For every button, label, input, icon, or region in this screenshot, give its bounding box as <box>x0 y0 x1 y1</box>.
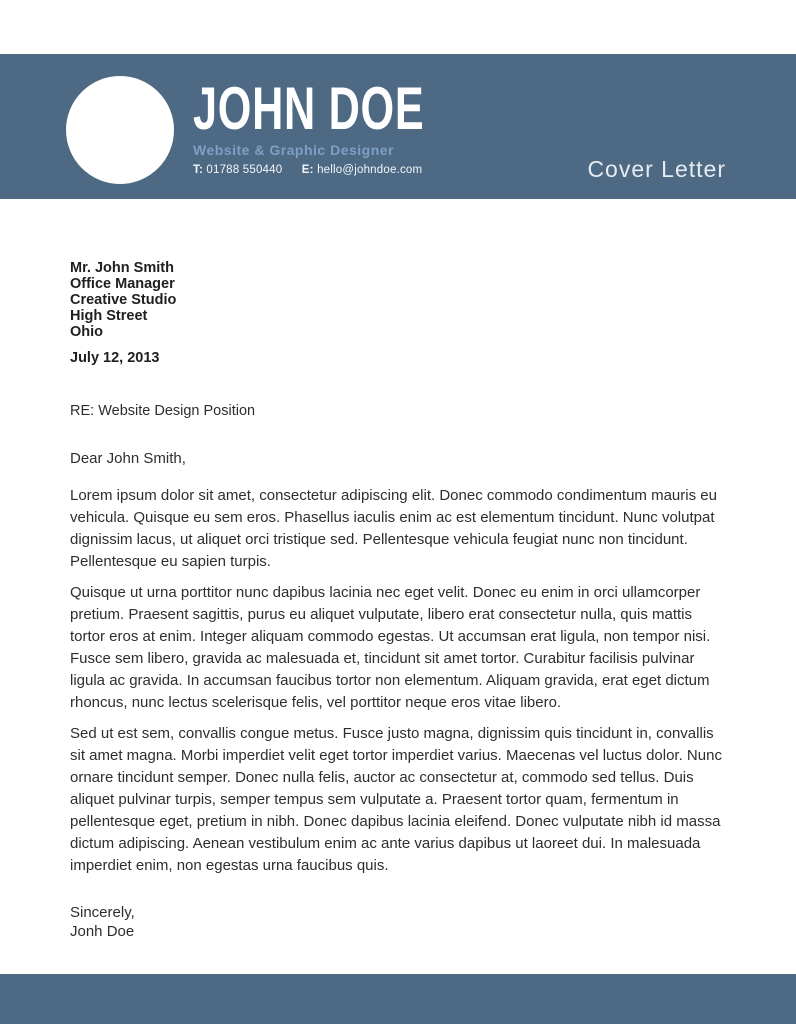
body-paragraph: Quisque ut urna porttitor nunc dapibus lacinia nec eget velit. Donec eu enim in orci ullamcorper pretium. Praesent sagittis, purus eu aliquet vulputate, libero erat consectetur nulla, quis mattis tortor eros at enim. Integer aliquam commodo egestas. Ut accumsan erat ligula, non tempor nisi. Fusce sem libero, gravida ac malesuada et, tincidunt sit amet tortor. Curabitur facilisis pulvinar ligula ac gravida. In accumsan faucibus tortor non elementum. Aliquam gravida, erat eget dictum rhoncus, nunc lectus scelerisque felis, vel porttitor neque eros vitae libero. <box>70 584 711 711</box>
subject-line: RE: Website Design Position <box>70 403 256 419</box>
recipient-name: Mr. John Smith <box>70 260 174 276</box>
page-title: JOHN DOE <box>193 75 425 142</box>
closing-block <box>70 903 728 941</box>
recipient-title: Office Manager <box>70 276 175 292</box>
recipient-company: Creative Studio <box>70 292 177 308</box>
header-band <box>0 54 796 199</box>
document-type-label: Cover Letter <box>587 156 726 182</box>
email-label: E: <box>301 164 314 176</box>
salutation: Dear John Smith, <box>70 450 186 467</box>
recipient-street: High Street <box>70 308 148 324</box>
phone-number: 01788 550440 <box>206 164 283 176</box>
header-identity-block <box>193 75 514 176</box>
signature-name: Jonh Doe <box>70 923 135 940</box>
closing: Sincerely, <box>70 904 135 921</box>
footer-band <box>0 974 796 1024</box>
body-paragraph: Lorem ipsum dolor sit amet, consectetur adipiscing elit. Donec commodo condimentum mauris eu vehicula. Quisque eu sem eros. Phasellus iaculis enim ac est elementum tincidunt. Nunc volutpat dignissim lacus, ut aliquet orci tristique sed. Pellentesque vehicula feugiat nunc non tincidunt. Pellentesque eu sapien turpis. <box>70 487 717 570</box>
phone-label: T: <box>193 164 203 176</box>
recipient-state: Ohio <box>70 324 104 340</box>
contact-line <box>193 164 514 176</box>
job-subtitle: Website & Graphic Designer <box>193 142 395 158</box>
avatar <box>66 76 174 184</box>
email-address: hello@johndoe.com <box>317 164 423 176</box>
letter-date: July 12, 2013 <box>70 350 160 366</box>
letter-body <box>70 260 728 941</box>
body-paragraph: Sed ut est sem, convallis congue metus. Fusce justo magna, dignissim quis tincidunt in, convallis sit amet magna. Morbi imperdiet velit eget tortor imperdiet varius. Maecenas vel luctus dolor. Nunc ornare tincidunt semper. Donec nulla felis, auctor ac consectetur at, commodo sed tellus. Duis aliquet pulvinar turpis, semper tempus sem vulputate a. Praesent tortor quam, fermentum in pellentesque eget, pretium in nibh. Donec dapibus lacinia eleifend. Donec vulputate nibh id massa dictum adipiscing. Aenean vestibulum enim ac ante varius dapibus ut laoreet dui. In malesuada imperdiet enim, non egestas urna faucibus quis. <box>70 725 722 874</box>
recipient-block <box>70 260 728 340</box>
